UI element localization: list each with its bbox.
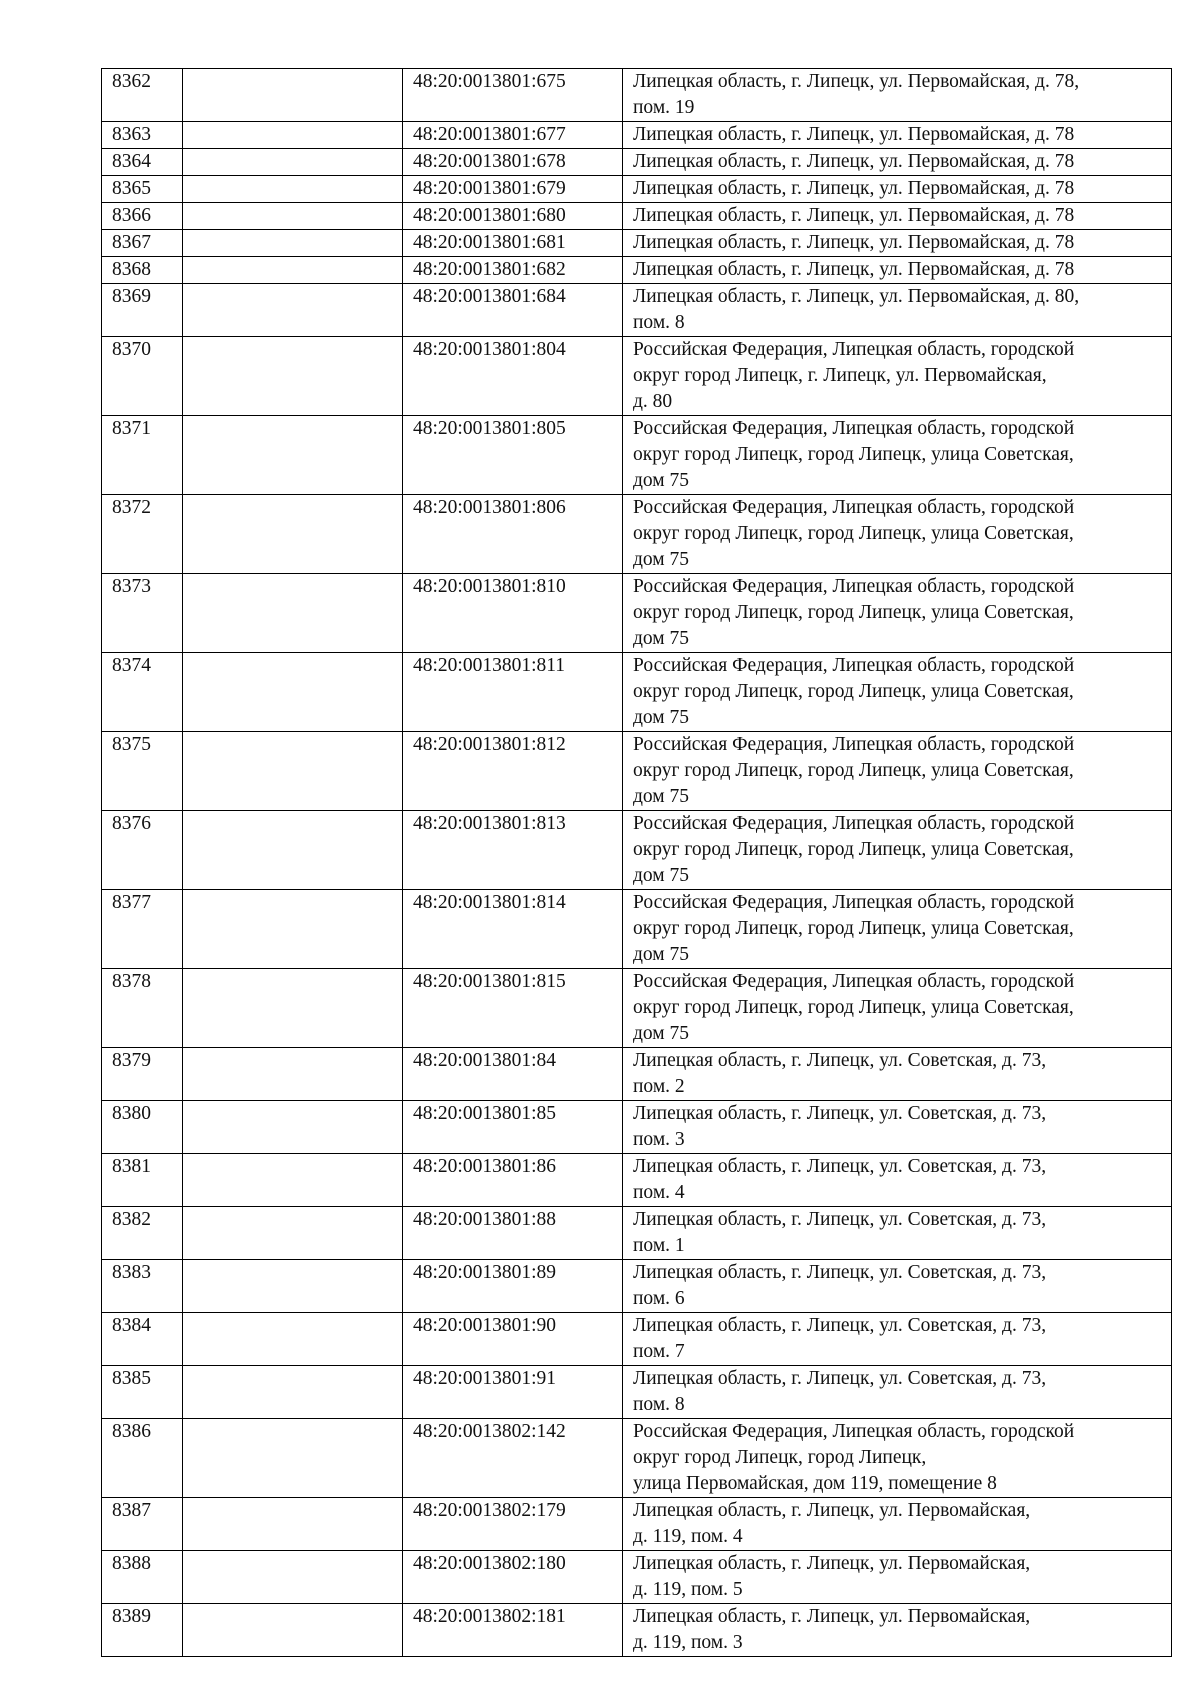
address-cell: Липецкая область, г. Липецк, ул. Первомайская, д. 78 <box>623 149 1172 176</box>
row-number-cell: 8366 <box>102 203 183 230</box>
row-number-cell: 8363 <box>102 122 183 149</box>
empty-cell <box>183 1313 403 1366</box>
table-row <box>102 416 1172 495</box>
address-cell: Липецкая область, г. Липецк, ул. Первомайская, д. 119, пом. 5 <box>623 1551 1172 1604</box>
cadastral-number-cell: 48:20:0013801:806 <box>403 495 623 574</box>
address-cell: Липецкая область, г. Липецк, ул. Первомайская, д. 80, пом. 8 <box>623 284 1172 337</box>
cadastral-number-cell: 48:20:0013801:90 <box>403 1313 623 1366</box>
row-number-cell: 8372 <box>102 495 183 574</box>
cadastral-number-cell: 48:20:0013801:805 <box>403 416 623 495</box>
cadastral-number-cell: 48:20:0013801:679 <box>403 176 623 203</box>
cadastral-number-cell: 48:20:0013802:179 <box>403 1498 623 1551</box>
table-row <box>102 495 1172 574</box>
cadastral-number-cell: 48:20:0013802:181 <box>403 1604 623 1657</box>
empty-cell <box>183 176 403 203</box>
empty-cell <box>183 1604 403 1657</box>
empty-cell <box>183 230 403 257</box>
empty-cell <box>183 1260 403 1313</box>
address-cell: Липецкая область, г. Липецк, ул. Первомайская, д. 78 <box>623 230 1172 257</box>
empty-cell <box>183 337 403 416</box>
row-number-cell: 8386 <box>102 1419 183 1498</box>
table-row <box>102 1551 1172 1604</box>
row-number-cell: 8384 <box>102 1313 183 1366</box>
empty-cell <box>183 122 403 149</box>
cadastral-number-cell: 48:20:0013801:86 <box>403 1154 623 1207</box>
cadastral-number-cell: 48:20:0013801:682 <box>403 257 623 284</box>
address-cell: Липецкая область, г. Липецк, ул. Советская, д. 73, пом. 6 <box>623 1260 1172 1313</box>
row-number-cell: 8374 <box>102 653 183 732</box>
table-row <box>102 811 1172 890</box>
table-row <box>102 732 1172 811</box>
address-cell: Липецкая область, г. Липецк, ул. Первомайская, д. 78 <box>623 203 1172 230</box>
table-row <box>102 284 1172 337</box>
empty-cell <box>183 149 403 176</box>
address-cell: Российская Федерация, Липецкая область, городской округ город Липецк, город Липецк, улица Советская, дом 75 <box>623 890 1172 969</box>
row-number-cell: 8364 <box>102 149 183 176</box>
cadastral-number-cell: 48:20:0013801:677 <box>403 122 623 149</box>
table-row <box>102 1207 1172 1260</box>
row-number-cell: 8371 <box>102 416 183 495</box>
empty-cell <box>183 1207 403 1260</box>
empty-cell <box>183 890 403 969</box>
address-cell: Липецкая область, г. Липецк, ул. Первомайская, д. 119, пом. 3 <box>623 1604 1172 1657</box>
address-cell: Липецкая область, г. Липецк, ул. Советская, д. 73, пом. 4 <box>623 1154 1172 1207</box>
cadastral-number-cell: 48:20:0013801:684 <box>403 284 623 337</box>
cadastral-number-cell: 48:20:0013801:810 <box>403 574 623 653</box>
row-number-cell: 8388 <box>102 1551 183 1604</box>
address-cell: Российская Федерация, Липецкая область, городской округ город Липецк, город Липецк, улица Советская, дом 75 <box>623 811 1172 890</box>
address-cell: Российская Федерация, Липецкая область, городской округ город Липецк, город Липецк, улица Первомайская, дом 119, помещение 8 <box>623 1419 1172 1498</box>
cadastral-number-cell: 48:20:0013801:681 <box>403 230 623 257</box>
cadastral-number-cell: 48:20:0013802:142 <box>403 1419 623 1498</box>
empty-cell <box>183 1551 403 1604</box>
address-cell: Российская Федерация, Липецкая область, городской округ город Липецк, город Липецк, улица Советская, дом 75 <box>623 969 1172 1048</box>
row-number-cell: 8381 <box>102 1154 183 1207</box>
row-number-cell: 8368 <box>102 257 183 284</box>
cadastral-number-cell: 48:20:0013801:84 <box>403 1048 623 1101</box>
table-row <box>102 149 1172 176</box>
table-row <box>102 1260 1172 1313</box>
empty-cell <box>183 1366 403 1419</box>
table-row <box>102 1048 1172 1101</box>
registry-table-body <box>102 69 1172 1657</box>
row-number-cell: 8367 <box>102 230 183 257</box>
cadastral-number-cell: 48:20:0013802:180 <box>403 1551 623 1604</box>
empty-cell <box>183 1048 403 1101</box>
address-cell: Липецкая область, г. Липецк, ул. Первомайская, д. 78 <box>623 257 1172 284</box>
empty-cell <box>183 203 403 230</box>
cadastral-number-cell: 48:20:0013801:804 <box>403 337 623 416</box>
cadastral-number-cell: 48:20:0013801:813 <box>403 811 623 890</box>
table-row <box>102 69 1172 122</box>
row-number-cell: 8387 <box>102 1498 183 1551</box>
table-row <box>102 653 1172 732</box>
address-cell: Липецкая область, г. Липецк, ул. Первомайская, д. 78 <box>623 122 1172 149</box>
table-row <box>102 1101 1172 1154</box>
property-registry-table <box>101 68 1172 1657</box>
empty-cell <box>183 416 403 495</box>
cadastral-number-cell: 48:20:0013801:678 <box>403 149 623 176</box>
address-cell: Российская Федерация, Липецкая область, городской округ город Липецк, город Липецк, улица Советская, дом 75 <box>623 416 1172 495</box>
table-row <box>102 257 1172 284</box>
cadastral-number-cell: 48:20:0013801:814 <box>403 890 623 969</box>
table-row <box>102 969 1172 1048</box>
cadastral-number-cell: 48:20:0013801:91 <box>403 1366 623 1419</box>
empty-cell <box>183 1101 403 1154</box>
table-row <box>102 122 1172 149</box>
empty-cell <box>183 969 403 1048</box>
table-row <box>102 1498 1172 1551</box>
address-cell: Липецкая область, г. Липецк, ул. Советская, д. 73, пом. 1 <box>623 1207 1172 1260</box>
row-number-cell: 8369 <box>102 284 183 337</box>
address-cell: Липецкая область, г. Липецк, ул. Советская, д. 73, пом. 7 <box>623 1313 1172 1366</box>
row-number-cell: 8380 <box>102 1101 183 1154</box>
address-cell: Липецкая область, г. Липецк, ул. Первомайская, д. 78, пом. 19 <box>623 69 1172 122</box>
cadastral-number-cell: 48:20:0013801:812 <box>403 732 623 811</box>
address-cell: Российская Федерация, Липецкая область, городской округ город Липецк, город Липецк, улица Советская, дом 75 <box>623 653 1172 732</box>
table-row <box>102 574 1172 653</box>
empty-cell <box>183 257 403 284</box>
table-row <box>102 230 1172 257</box>
table-row <box>102 1154 1172 1207</box>
table-row <box>102 337 1172 416</box>
cadastral-number-cell: 48:20:0013801:811 <box>403 653 623 732</box>
row-number-cell: 8365 <box>102 176 183 203</box>
cadastral-number-cell: 48:20:0013801:675 <box>403 69 623 122</box>
address-cell: Российская Федерация, Липецкая область, городской округ город Липецк, город Липецк, улица Советская, дом 75 <box>623 574 1172 653</box>
cadastral-number-cell: 48:20:0013801:88 <box>403 1207 623 1260</box>
empty-cell <box>183 495 403 574</box>
address-cell: Липецкая область, г. Липецк, ул. Первомайская, д. 78 <box>623 176 1172 203</box>
row-number-cell: 8382 <box>102 1207 183 1260</box>
address-cell: Липецкая область, г. Липецк, ул. Первомайская, д. 119, пом. 4 <box>623 1498 1172 1551</box>
empty-cell <box>183 653 403 732</box>
table-row <box>102 1313 1172 1366</box>
row-number-cell: 8362 <box>102 69 183 122</box>
address-cell: Российская Федерация, Липецкая область, городской округ город Липецк, город Липецк, улица Советская, дом 75 <box>623 495 1172 574</box>
row-number-cell: 8373 <box>102 574 183 653</box>
empty-cell <box>183 732 403 811</box>
empty-cell <box>183 69 403 122</box>
row-number-cell: 8389 <box>102 1604 183 1657</box>
address-cell: Липецкая область, г. Липецк, ул. Советская, д. 73, пом. 2 <box>623 1048 1172 1101</box>
address-cell: Российская Федерация, Липецкая область, городской округ город Липецк, г. Липецк, ул. Первомайская, д. 80 <box>623 337 1172 416</box>
empty-cell <box>183 811 403 890</box>
table-row <box>102 203 1172 230</box>
cadastral-number-cell: 48:20:0013801:85 <box>403 1101 623 1154</box>
row-number-cell: 8379 <box>102 1048 183 1101</box>
address-cell: Липецкая область, г. Липецк, ул. Советская, д. 73, пом. 3 <box>623 1101 1172 1154</box>
empty-cell <box>183 1498 403 1551</box>
address-cell: Российская Федерация, Липецкая область, городской округ город Липецк, город Липецк, улица Советская, дом 75 <box>623 732 1172 811</box>
address-cell: Липецкая область, г. Липецк, ул. Советская, д. 73, пом. 8 <box>623 1366 1172 1419</box>
table-row <box>102 1604 1172 1657</box>
row-number-cell: 8383 <box>102 1260 183 1313</box>
empty-cell <box>183 1154 403 1207</box>
row-number-cell: 8385 <box>102 1366 183 1419</box>
row-number-cell: 8375 <box>102 732 183 811</box>
table-row <box>102 890 1172 969</box>
table-row <box>102 1366 1172 1419</box>
cadastral-number-cell: 48:20:0013801:680 <box>403 203 623 230</box>
row-number-cell: 8370 <box>102 337 183 416</box>
table-row <box>102 176 1172 203</box>
cadastral-number-cell: 48:20:0013801:815 <box>403 969 623 1048</box>
empty-cell <box>183 284 403 337</box>
empty-cell <box>183 574 403 653</box>
cadastral-number-cell: 48:20:0013801:89 <box>403 1260 623 1313</box>
empty-cell <box>183 1419 403 1498</box>
row-number-cell: 8376 <box>102 811 183 890</box>
row-number-cell: 8378 <box>102 969 183 1048</box>
row-number-cell: 8377 <box>102 890 183 969</box>
table-row <box>102 1419 1172 1498</box>
